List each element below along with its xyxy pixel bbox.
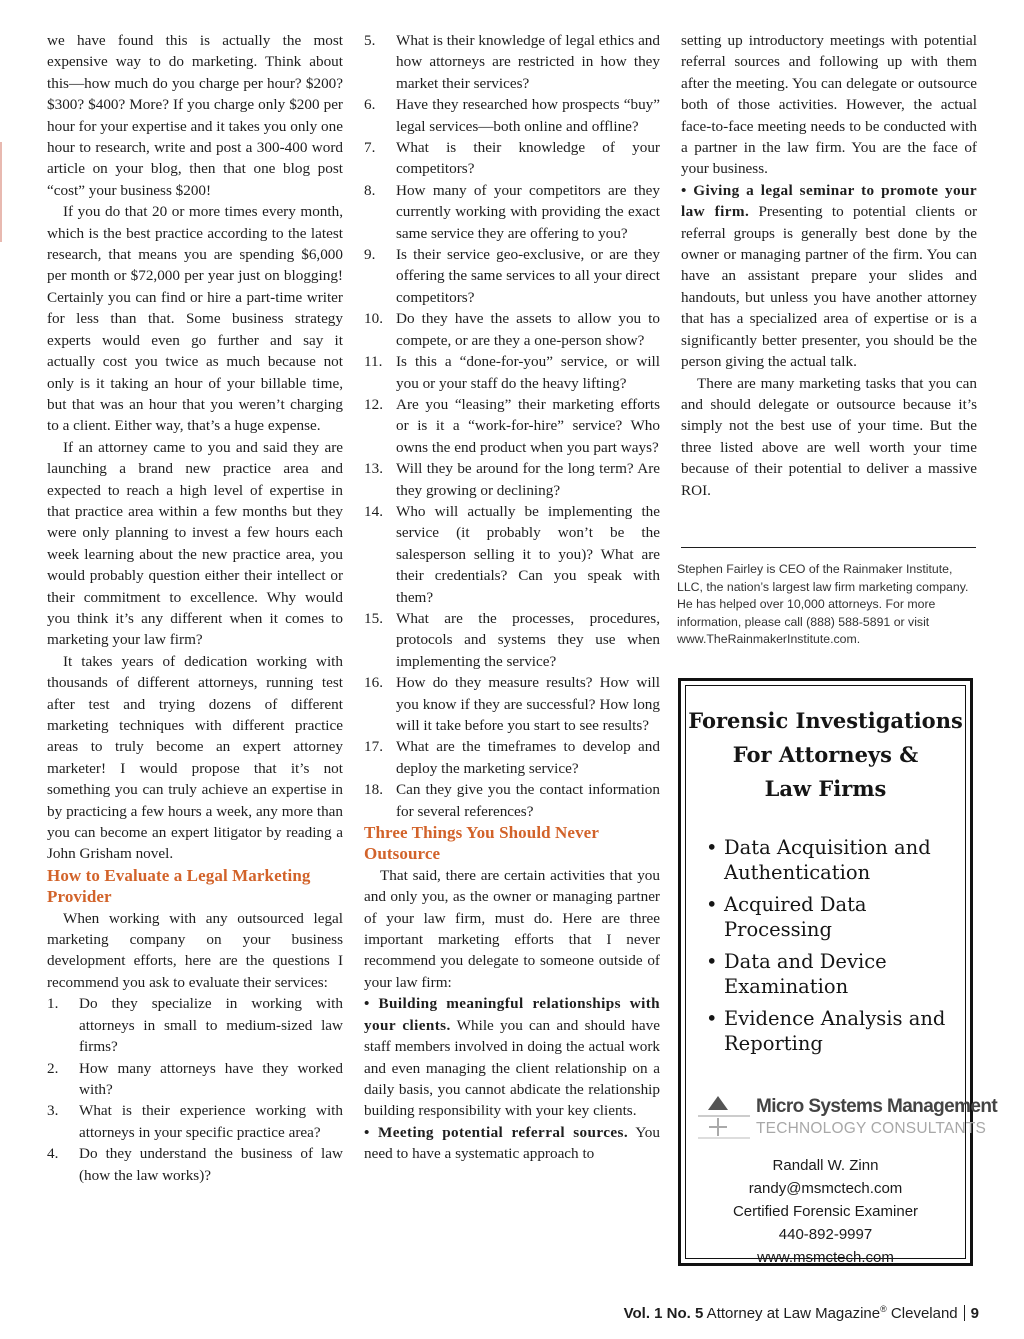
msm-logo: [690, 1090, 998, 1150]
article-column-3: [681, 30, 977, 501]
list-item: 16. How do they measure results? How will you know if they are successful? How long will it take before you start to see results?: [364, 674, 660, 734]
list-item: 5. What is their knowledge of legal ethics and how attorneys are restricted in how they market their services?: [364, 32, 660, 92]
page-number: 9: [970, 1305, 979, 1322]
ad-service-list: [706, 836, 957, 1064]
section-heading-never-outsource: Three Things You Should Never Outsource: [364, 823, 599, 864]
list-item: 4. Do they understand the business of law (how the law works)?: [47, 1145, 343, 1184]
issue-label: Vol. 1 No. 5: [623, 1305, 704, 1322]
list-item: 7. What is their knowledge of your competitors?: [364, 139, 660, 178]
paragraph: That said, there are certain activities that you and only you, as the owner or managing partner of your law firm, must do. Here are three important marketing efforts that I never recommend you delegate to someone outside of your law firm:: [364, 866, 660, 991]
list-item: 8. How many of your competitors are they currently working with providing the exact same service they are offering to you?: [364, 181, 660, 242]
contact-name: Randall W. Zinn: [772, 1157, 879, 1174]
list-item: 1. Do they specialize in working with attorneys in small to medium-sized law firms?: [47, 995, 343, 1056]
forensic-ad-box: [678, 678, 998, 1266]
list-item: 9. Is their service geo-exclusive, or are they offering the same services to all your direct competitors?: [364, 246, 660, 306]
paragraph: When working with any outsourced legal marketing company on your business development efforts, here are the questions I recommend you ask to evaluate their services:: [47, 909, 343, 991]
list-item: 17. What are the timeframes to develop and deploy the marketing service?: [364, 738, 660, 777]
triangle-logo-icon: [692, 1092, 752, 1152]
list-item: • Acquired Data Processing: [706, 893, 957, 942]
bio-divider: [681, 547, 976, 548]
author-bio: Stephen Fairley is CEO of the Rainmaker Institute, LLC, the nation’s largest law firm marketing company. He has helped over 10,000 attorneys. For more information, please call (888) 588-5891 or visit www.TheRainmakerInstitute.com.: [677, 562, 969, 647]
logo-company-name: Micro Systems Management: [756, 1096, 998, 1117]
list-item: 6. Have they researched how prospects “buy” legal services—both online and offline?: [364, 96, 660, 135]
paragraph: There are many marketing tasks that you can and should delegate or outsource because it’s simply not the best use of your time. But the three listed above are well worth your time because of their potential to deliver a massive ROI.: [681, 374, 977, 499]
contact-email[interactable]: randy@msmctech.com: [748, 1180, 903, 1197]
list-item: 11. Is this a “done-for-you” service, or will you or your staff do the heavy lifting?: [364, 353, 660, 392]
ad-contact-block: [686, 1154, 965, 1269]
contact-title: Certified Forensic Examiner: [732, 1203, 919, 1220]
registered-mark: ®: [880, 1304, 887, 1314]
section-heading-evaluate: How to Evaluate a Legal Marketing Provider: [47, 865, 311, 907]
ad-title: Forensic Investigations For Attorneys & Law Firms: [688, 708, 963, 801]
magazine-name: Attorney at Law Magazine: [703, 1305, 881, 1322]
question-list: [364, 30, 660, 822]
list-item: 10. Do they have the assets to allow you to compete, or are they a one-person show?: [364, 310, 660, 349]
logo-tagline: TECHNOLOGY CONSULTANTS: [756, 1120, 987, 1137]
list-item: 12. Are you “leasing” their marketing efforts or is it a “work-for-hire” service? Who owns the end product when you part ways?: [364, 395, 660, 456]
contact-phone: 440-892-9997: [778, 1226, 873, 1243]
list-item: • Data Acquisition and Authentication: [706, 836, 957, 885]
question-list: [47, 993, 343, 1186]
list-item: 15. What are the processes, procedures, protocols and systems they use when implementing the service?: [364, 609, 660, 670]
list-item: 2. How many attorneys have they worked with?: [47, 1059, 343, 1098]
bullet-paragraph: • Meeting potential referral sources. You need to have a systematic approach to: [364, 1123, 660, 1163]
page-footer: [624, 1304, 979, 1322]
city-name: Cleveland: [886, 1305, 958, 1322]
list-item: 18. Can they give you the contact information for several references?: [364, 781, 660, 820]
paragraph: If an attorney came to you and said they are launching a brand new practice area and expected to reach a high level of expertise in that practice area within a few months but they were only planning to invest a few hours each week learning about the new practice area, you would probably question either their intellect or their commitment to excellence. Why would you think it’s any different when it comes to marketing your law firm?: [47, 438, 343, 649]
paragraph: It takes years of dedication working with thousands of different attorneys, running test after test and trying dozens of different marketing techniques with different practice areas to truly become an expert attorney marketer! I would propose that it’s not something you can truly achieve an expertise in by practicing a few hours a week, any more than you can become an expert litigator by reading a John Grisham novel.: [47, 652, 343, 863]
list-item: • Data and Device Examination: [706, 950, 957, 999]
list-item: 3. What is their experience working with attorneys in your specific practice area?: [47, 1102, 343, 1141]
list-item: 14. Who will actually be implementing the service (it probably won’t be the salesperson selling it to you)? What are their credentials? Can you speak with them?: [364, 502, 660, 606]
paragraph: If you do that 20 or more times every month, which is the best practice according to the latest research, that means you are spending $6,000 per month or $72,000 per year just on blogging! Certainly you can find or hire a part-time writer for less than that. Some business strategy experts would even go further and say it actually cost you twice as much because not only is it taking an hour of your billable time, but that was an hour that you weren’t charging to a client. Either way, that’s a huge expense.: [47, 203, 343, 435]
article-column-1: [47, 30, 343, 1186]
page-edge-mark: [0, 142, 2, 242]
article-column-2: [364, 30, 660, 1165]
list-item: • Evidence Analysis and Reporting: [706, 1007, 957, 1056]
contact-website[interactable]: www.msmctech.com: [757, 1249, 894, 1266]
footer-separator: [964, 1305, 965, 1321]
bullet-paragraph: • Building meaningful relationships with your clients. While you can and should have staff members involved in doing the actual work and even managing the client relationship on a daily basis, you cannot abdicate the relationship building responsibility with your key clients.: [364, 995, 660, 1120]
paragraph: setting up introductory meetings with potential referral sources and following up with them after the meeting. You can delegate or outsource both of those activities. However, the actual face-to-face meeting needs to be conducted with a partner in the law firm. You are the face of your business.: [681, 32, 977, 178]
bullet-paragraph: • Giving a legal seminar to promote your law firm. Presenting to potential clients or referral groups is generally best done by the owner or managing partner of the firm. You can have an assistant prepare your slides and handouts, but unless you have another attorney that has a specialized area of expertise or is a significantly better presenter, you should be the person giving the actual talk.: [681, 181, 977, 371]
paragraph: we have found this is actually the most expensive way to do marketing. Think about this—how much do you charge per hour? $200? $300? $400? More? If you charge only $200 per hour for your expertise and it takes you only one hour to research, write and post a 300-400 word article on your blog, then that one blog post “cost” your business $200!: [47, 32, 343, 199]
list-item: 13. Will they be around for the long term? Are they growing or declining?: [364, 460, 660, 499]
ad-inner-frame: [685, 685, 998, 1266]
